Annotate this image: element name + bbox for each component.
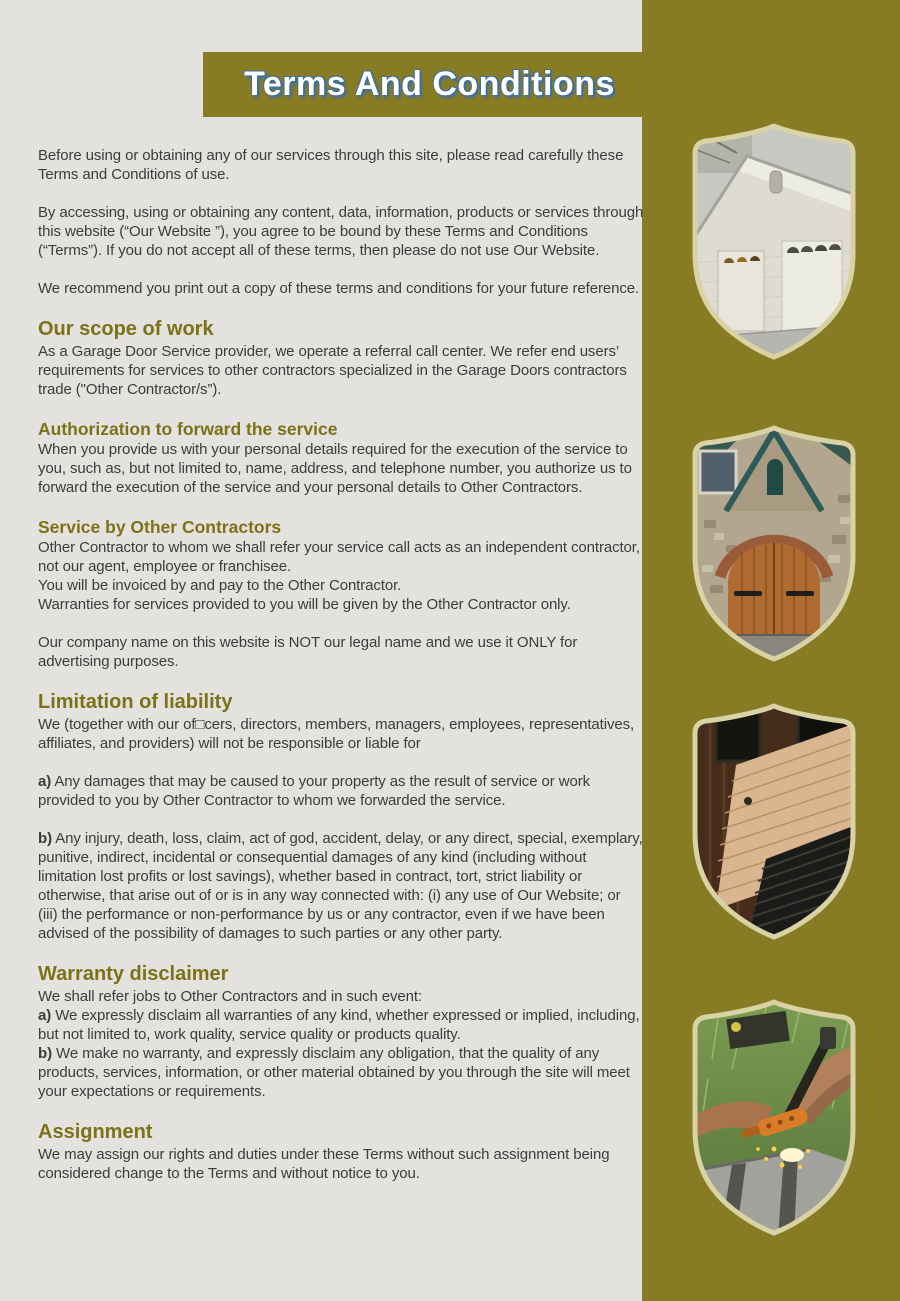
terms-content [38, 146, 644, 1202]
liability-item-a [38, 772, 644, 810]
authorization-paragraph: When you provide us with your personal details required for the execution of the service to you, such as, but not limited to, name, address, and telephone number, you authorize us to forward the execution of the service and your personal details to Other Contractors. [38, 441, 632, 496]
warranty-item-b-label: b) [38, 1045, 52, 1062]
service-line-1: Other Contractor to whom we shall refer your service call acts as an independent contractor, not our agent, employee or franchisee. [38, 539, 640, 575]
technician-welding-garage-panel-photo-icon [692, 999, 856, 1237]
service-paragraph-group [38, 538, 644, 614]
section-heading-service: Service by Other Contractors [38, 517, 282, 537]
section-heading-authorization: Authorization to forward the service [38, 419, 338, 439]
modern-wood-facade-garage-photo-icon [692, 703, 856, 941]
white-garage-two-doors-photo-icon [692, 123, 856, 361]
liability-paragraph: We (together with our of□cers, directors, members, managers, employees, representatives, affiliates, and providers) will not be responsible or liable for [38, 716, 635, 752]
scope-paragraph: As a Garage Door Service provider, we operate a referral call center. We refer end users’ requirements for services to other contractors specialized in the Garage Doors contractors trade ("Other Contractor/s”). [38, 343, 627, 398]
liability-item-a-text: Any damages that may be caused to your property as the result of service or work provided to you by Other Contractor to whom we forwarded the service. [38, 773, 590, 809]
intro-paragraph-2: By accessing, using or obtaining any content, data, information, products or services through this website (“Our Website ”), you agree to be bound by these Terms and Conditions (“Terms”). If you do not accept all of these terms, then please do not use Our Website. [38, 204, 644, 259]
title-banner [203, 52, 642, 117]
warranty-item-b [38, 1044, 644, 1101]
liability-item-a-label: a) [38, 773, 52, 790]
warranty-item-a-text: We expressly disclaim all warranties of any kind, whether expressed or implied, including, but not limited to, work quality, service quality or products quality. [38, 1007, 640, 1043]
section-heading-scope: Our scope of work [38, 318, 214, 340]
service-line-3: Warranties for services provided to you will be given by the Other Contractor only. [38, 596, 571, 613]
intro-paragraph-3: We recommend you print out a copy of these terms and conditions for your future reference. [38, 280, 640, 297]
company-name-note: Our company name on this website is NOT our legal name and we use it ONLY for advertising purposes. [38, 634, 578, 670]
assignment-paragraph: We may assign our rights and duties under these Terms without such assignment being considered change to the Terms and without notice to you. [38, 1146, 610, 1182]
liability-item-b-text: Any injury, death, loss, claim, act of god, accident, delay, or any direct, special, exemplary, punitive, indirect, incidental or consequential damages of any kind (including without limitation lost profits or lost savings), whether based in contract, tort, strict liability or otherwise, that arise out of or is in any way connected with: (i) any use of Our Website; or (iii) the performance or non-performance by us or any contractor, even if we have been advised of the possibility of damages to such parties or any other party. [38, 830, 643, 942]
warranty-item-a [38, 1006, 644, 1044]
warranty-item-b-text: We make no warranty, and expressly disclaim any obligation, that the quality of any products, services, information, or other material obtained by you through the site will meet your expectations or requirements. [38, 1045, 630, 1100]
liability-item-b-label: b) [38, 830, 52, 847]
intro-paragraph-1: Before using or obtaining any of our services through this site, please read carefully these Terms and Conditions of use. [38, 147, 624, 183]
warranty-item-a-label: a) [38, 1007, 52, 1024]
page-title: Terms And Conditions [244, 65, 615, 103]
section-heading-assignment: Assignment [38, 1121, 153, 1143]
warranty-paragraph-group [38, 987, 644, 1101]
section-heading-liability: Limitation of liability [38, 691, 233, 713]
liability-item-b [38, 829, 644, 943]
service-line-2: You will be invoiced by and pay to the Other Contractor. [38, 577, 402, 594]
sidebar [642, 0, 900, 1301]
stone-house-wooden-garage-door-photo-icon [692, 425, 856, 663]
warranty-intro-line: We shall refer jobs to Other Contractors and in such event: [38, 988, 423, 1005]
section-heading-warranty: Warranty disclaimer [38, 963, 229, 985]
